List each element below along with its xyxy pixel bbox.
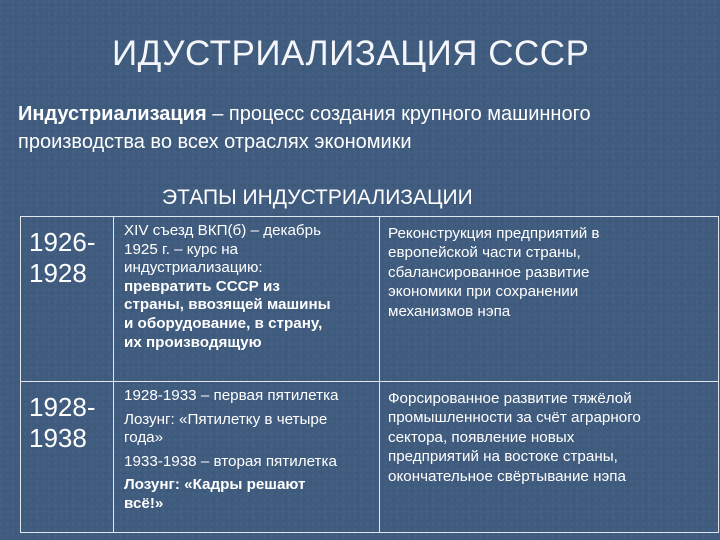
result-line: сектора, появление новых bbox=[388, 428, 575, 446]
intro-term: Индустриализация bbox=[18, 103, 207, 125]
result-line: Форсированное развитие тяжёлой bbox=[388, 390, 632, 407]
result-line: Реконструкция предприятий в bbox=[388, 225, 600, 242]
event-line: индустриализацию: bbox=[124, 259, 263, 277]
event-line: 1925 г. – курс на bbox=[124, 240, 239, 258]
stage-years-start: 1926- bbox=[29, 227, 96, 257]
stages-table bbox=[20, 216, 719, 533]
result-line: европейской части страны, bbox=[388, 244, 581, 262]
result-line: сбалансированное развитие bbox=[388, 263, 590, 281]
stage-row bbox=[21, 382, 719, 533]
result-line: предприятий на востоке страны, bbox=[388, 448, 618, 466]
event-line: Лозунг: «Кадры решают bbox=[124, 476, 306, 494]
stage-events-cell bbox=[114, 382, 380, 533]
event-line: XIV съезд ВКП(б) – декабрь bbox=[124, 222, 321, 239]
event-line: всё!» bbox=[124, 494, 164, 512]
event-line: 1928-1933 – первая пятилетка bbox=[124, 387, 339, 404]
stage-years-cell bbox=[21, 217, 114, 382]
event-line: и оборудование, в страну, bbox=[124, 314, 323, 332]
stage-events-cell bbox=[114, 217, 380, 382]
result-line: механизмов нэпа bbox=[388, 302, 511, 320]
stage-results-cell bbox=[380, 217, 719, 382]
event-line: 1933-1938 – вторая пятилетка bbox=[124, 452, 337, 470]
result-line: экономики при сохранении bbox=[388, 283, 579, 301]
event-line: Лозунг: «Пятилетку в четыре bbox=[124, 410, 328, 428]
event-line: их производящую bbox=[124, 333, 262, 351]
stage-results-cell bbox=[380, 382, 719, 533]
stages-subtitle: ЭТАПЫ ИНДУСТРИАЛИЗАЦИИ bbox=[162, 186, 473, 209]
stage-row bbox=[21, 217, 719, 382]
intro-text: – процесс создания крупного машинного производства во всех отраслях экономики bbox=[18, 103, 591, 153]
stage-years-end: 1928 bbox=[29, 258, 87, 288]
event-line: страны, ввозящей машины bbox=[124, 296, 331, 314]
result-line: промышленности за счёт аграрного bbox=[388, 409, 641, 427]
stage-years-end: 1938 bbox=[29, 423, 87, 453]
event-line: года» bbox=[124, 429, 164, 447]
result-line: окончательное свёртывание нэпа bbox=[388, 467, 626, 485]
event-line: превратить СССР из bbox=[124, 277, 280, 295]
stage-years-cell bbox=[21, 382, 114, 533]
slide-title: ИДУСТРИАЛИЗАЦИЯ СССР bbox=[112, 34, 590, 73]
intro-definition bbox=[18, 100, 708, 156]
stage-years-start: 1928- bbox=[29, 392, 96, 422]
